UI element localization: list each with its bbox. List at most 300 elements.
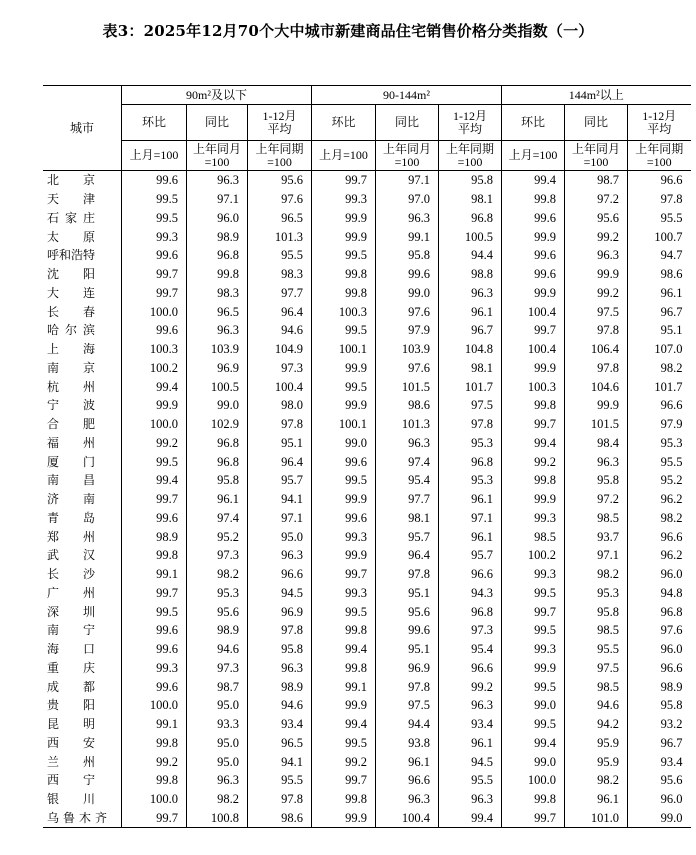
value-large-yoy: 97.5 — [565, 659, 628, 678]
value-large-mom: 99.2 — [502, 452, 565, 471]
yoy-base-line2: =100 — [204, 154, 230, 169]
value-small-mom: 100.3 — [122, 340, 187, 359]
value-large-mom: 99.9 — [502, 284, 565, 303]
city-name: 长春 — [47, 304, 96, 319]
value-large-yoy: 94.2 — [565, 715, 628, 734]
value-large-yoy: 99.2 — [565, 227, 628, 246]
value-small-ytd: 96.3 — [248, 659, 312, 678]
table-row — [43, 809, 691, 828]
value-small-ytd: 96.9 — [248, 602, 312, 621]
value-medium-ytd: 93.4 — [439, 715, 502, 734]
value-large-ytd: 97.8 — [628, 190, 691, 209]
value-small-mom: 99.7 — [122, 584, 187, 603]
value-small-ytd: 95.8 — [248, 640, 312, 659]
value-medium-mom: 99.8 — [312, 284, 376, 303]
value-medium-mom: 99.8 — [312, 265, 376, 284]
value-medium-mom: 99.9 — [312, 396, 376, 415]
value-small-yoy: 97.4 — [187, 509, 248, 528]
table-row — [43, 715, 691, 734]
value-large-yoy: 97.2 — [565, 490, 628, 509]
value-small-yoy: 95.3 — [187, 584, 248, 603]
value-large-ytd: 95.6 — [628, 771, 691, 790]
value-small-mom: 99.5 — [122, 602, 187, 621]
ytd-base-line1: 上年同期 — [255, 141, 304, 156]
table-row — [43, 527, 691, 546]
value-medium-yoy: 97.1 — [376, 171, 439, 190]
value-large-mom: 99.0 — [502, 696, 565, 715]
value-medium-yoy: 99.1 — [376, 227, 439, 246]
value-large-ytd: 95.5 — [628, 209, 691, 228]
ytd-base-line2: =100 — [267, 154, 292, 169]
value-medium-ytd: 96.1 — [439, 490, 502, 509]
value-medium-ytd: 97.1 — [439, 509, 502, 528]
value-small-ytd: 98.3 — [248, 265, 312, 284]
value-large-ytd: 96.6 — [628, 171, 691, 190]
yoy-base — [565, 141, 628, 171]
value-medium-ytd: 98.8 — [439, 265, 502, 284]
value-large-mom: 99.7 — [502, 809, 565, 828]
value-small-mom: 99.2 — [122, 752, 187, 771]
value-medium-ytd: 95.3 — [439, 434, 502, 453]
ytd-base-line1: 上年同期 — [635, 141, 684, 156]
table-row — [43, 509, 691, 528]
value-large-mom: 99.7 — [502, 321, 565, 340]
value-large-mom: 99.7 — [502, 415, 565, 434]
value-medium-ytd: 97.3 — [439, 621, 502, 640]
ytd-header — [628, 105, 691, 141]
yoy-header: 同比 — [565, 105, 628, 141]
value-large-mom: 99.6 — [502, 246, 565, 265]
value-small-yoy: 98.7 — [187, 677, 248, 696]
value-small-yoy: 96.1 — [187, 490, 248, 509]
value-medium-yoy: 97.7 — [376, 490, 439, 509]
value-small-mom: 100.0 — [122, 302, 187, 321]
ytd-header — [439, 105, 502, 141]
value-large-yoy: 99.2 — [565, 284, 628, 303]
value-large-mom: 99.8 — [502, 396, 565, 415]
value-small-yoy: 95.0 — [187, 734, 248, 753]
value-medium-ytd: 99.2 — [439, 677, 502, 696]
value-medium-yoy: 96.6 — [376, 771, 439, 790]
table-row — [43, 209, 691, 228]
value-large-ytd: 96.8 — [628, 602, 691, 621]
value-large-yoy: 97.2 — [565, 190, 628, 209]
value-medium-mom: 99.9 — [312, 696, 376, 715]
value-small-yoy: 98.2 — [187, 790, 248, 809]
value-large-yoy: 101.0 — [565, 809, 628, 828]
value-medium-yoy: 95.8 — [376, 246, 439, 265]
table-row — [43, 490, 691, 509]
value-medium-ytd: 96.3 — [439, 696, 502, 715]
value-small-ytd: 94.1 — [248, 490, 312, 509]
value-medium-mom: 99.3 — [312, 584, 376, 603]
value-small-yoy: 94.6 — [187, 640, 248, 659]
value-large-mom: 99.5 — [502, 584, 565, 603]
value-small-mom: 99.5 — [122, 190, 187, 209]
value-medium-yoy: 95.7 — [376, 527, 439, 546]
table-row — [43, 377, 691, 396]
ytd-base-line1: 上年同期 — [446, 141, 495, 156]
value-small-ytd: 96.3 — [248, 546, 312, 565]
value-small-ytd: 97.3 — [248, 359, 312, 378]
value-medium-ytd: 94.5 — [439, 752, 502, 771]
value-medium-ytd: 101.7 — [439, 377, 502, 396]
value-medium-mom: 99.9 — [312, 546, 376, 565]
yoy-base — [187, 141, 248, 171]
table-row — [43, 565, 691, 584]
value-medium-ytd: 98.1 — [439, 190, 502, 209]
value-medium-ytd: 96.7 — [439, 321, 502, 340]
value-small-yoy: 100.5 — [187, 377, 248, 396]
ytd-header-line1: 1-12月 — [642, 108, 677, 123]
value-small-yoy: 93.3 — [187, 715, 248, 734]
value-medium-mom: 99.4 — [312, 640, 376, 659]
value-large-ytd: 98.6 — [628, 265, 691, 284]
value-medium-yoy: 97.6 — [376, 302, 439, 321]
value-large-ytd: 95.1 — [628, 321, 691, 340]
city-name: 青岛 — [47, 510, 96, 525]
value-medium-yoy: 101.5 — [376, 377, 439, 396]
value-small-ytd: 97.8 — [248, 621, 312, 640]
table-row — [43, 546, 691, 565]
value-medium-mom: 99.9 — [312, 209, 376, 228]
value-medium-yoy: 97.5 — [376, 696, 439, 715]
value-large-ytd: 95.3 — [628, 434, 691, 453]
value-small-yoy: 97.3 — [187, 659, 248, 678]
value-medium-mom: 99.4 — [312, 715, 376, 734]
value-small-mom: 99.8 — [122, 771, 187, 790]
table-row — [43, 790, 691, 809]
value-large-ytd: 93.4 — [628, 752, 691, 771]
table-row — [43, 752, 691, 771]
value-small-ytd: 95.1 — [248, 434, 312, 453]
value-medium-ytd: 97.5 — [439, 396, 502, 415]
value-medium-ytd: 99.4 — [439, 809, 502, 828]
value-large-yoy: 95.8 — [565, 602, 628, 621]
ytd-header-line1: 1-12月 — [453, 108, 488, 123]
value-large-mom: 99.6 — [502, 265, 565, 284]
value-medium-yoy: 95.1 — [376, 640, 439, 659]
value-small-mom: 99.6 — [122, 171, 187, 190]
value-large-yoy: 96.3 — [565, 452, 628, 471]
table-row — [43, 734, 691, 753]
value-small-mom: 99.6 — [122, 321, 187, 340]
city-name: 深圳 — [47, 604, 96, 619]
group-header-small: 90m²及以下 — [122, 86, 312, 105]
city-name: 沈阳 — [47, 267, 96, 282]
value-medium-mom: 99.9 — [312, 490, 376, 509]
value-medium-yoy: 96.4 — [376, 546, 439, 565]
mom-base: 上月=100 — [122, 141, 187, 171]
table-row — [43, 227, 691, 246]
value-medium-yoy: 97.8 — [376, 565, 439, 584]
value-small-ytd: 94.6 — [248, 321, 312, 340]
value-small-yoy: 100.8 — [187, 809, 248, 828]
city-column-header: 城市 — [43, 86, 122, 171]
value-medium-ytd: 96.3 — [439, 284, 502, 303]
value-medium-mom: 99.7 — [312, 171, 376, 190]
yoy-base-line2: =100 — [394, 154, 420, 169]
value-small-ytd: 96.5 — [248, 734, 312, 753]
value-medium-mom: 99.7 — [312, 771, 376, 790]
value-large-yoy: 97.5 — [565, 302, 628, 321]
table-row — [43, 284, 691, 303]
value-large-yoy: 95.5 — [565, 640, 628, 659]
table-row — [43, 771, 691, 790]
city-name: 合肥 — [47, 417, 96, 432]
value-large-yoy: 98.5 — [565, 509, 628, 528]
value-medium-yoy: 97.4 — [376, 452, 439, 471]
value-small-mom: 99.8 — [122, 546, 187, 565]
value-small-ytd: 96.4 — [248, 452, 312, 471]
value-medium-yoy: 95.6 — [376, 602, 439, 621]
value-large-ytd: 96.1 — [628, 284, 691, 303]
value-large-yoy: 98.4 — [565, 434, 628, 453]
value-large-mom: 100.4 — [502, 302, 565, 321]
value-medium-yoy: 95.1 — [376, 584, 439, 603]
value-large-yoy: 101.5 — [565, 415, 628, 434]
value-large-mom: 99.3 — [502, 509, 565, 528]
value-medium-mom: 100.1 — [312, 340, 376, 359]
value-medium-ytd: 95.3 — [439, 471, 502, 490]
value-medium-yoy: 95.4 — [376, 471, 439, 490]
value-small-ytd: 94.6 — [248, 696, 312, 715]
value-large-ytd: 96.7 — [628, 302, 691, 321]
city-name: 乌鲁木齐 — [43, 809, 122, 828]
mom-header: 环比 — [122, 105, 187, 141]
value-medium-mom: 99.9 — [312, 227, 376, 246]
value-small-mom: 99.4 — [122, 377, 187, 396]
value-medium-ytd: 96.8 — [439, 452, 502, 471]
value-large-ytd: 93.2 — [628, 715, 691, 734]
value-large-ytd: 96.2 — [628, 546, 691, 565]
value-large-yoy: 95.9 — [565, 752, 628, 771]
value-large-ytd: 100.7 — [628, 227, 691, 246]
value-medium-mom: 99.5 — [312, 602, 376, 621]
value-large-yoy: 94.6 — [565, 696, 628, 715]
value-large-mom: 100.2 — [502, 546, 565, 565]
value-small-ytd: 98.9 — [248, 677, 312, 696]
value-medium-yoy: 98.1 — [376, 509, 439, 528]
value-small-yoy: 99.8 — [187, 265, 248, 284]
value-medium-ytd: 96.8 — [439, 602, 502, 621]
table-row — [43, 640, 691, 659]
value-medium-yoy: 97.0 — [376, 190, 439, 209]
value-large-ytd: 94.7 — [628, 246, 691, 265]
value-large-yoy: 104.6 — [565, 377, 628, 396]
value-large-mom: 99.5 — [502, 621, 565, 640]
value-small-yoy: 96.8 — [187, 246, 248, 265]
value-small-mom: 99.2 — [122, 434, 187, 453]
value-large-ytd: 97.9 — [628, 415, 691, 434]
value-large-yoy: 106.4 — [565, 340, 628, 359]
yoy-header: 同比 — [187, 105, 248, 141]
city-name: 太原 — [47, 229, 96, 244]
city-name: 宁波 — [47, 398, 96, 413]
value-medium-yoy: 99.6 — [376, 621, 439, 640]
table-row — [43, 415, 691, 434]
table-row — [43, 340, 691, 359]
table-row — [43, 696, 691, 715]
city-name: 上海 — [47, 342, 96, 357]
value-medium-ytd: 94.4 — [439, 246, 502, 265]
value-small-yoy: 96.9 — [187, 359, 248, 378]
value-small-ytd: 94.5 — [248, 584, 312, 603]
value-large-yoy: 93.7 — [565, 527, 628, 546]
value-large-yoy: 98.2 — [565, 771, 628, 790]
value-small-yoy: 95.0 — [187, 696, 248, 715]
value-large-yoy: 98.7 — [565, 171, 628, 190]
value-small-mom: 100.0 — [122, 415, 187, 434]
value-large-ytd: 99.0 — [628, 809, 691, 828]
ytd-header-line2: 平均 — [267, 121, 292, 136]
value-medium-ytd: 96.6 — [439, 659, 502, 678]
table-row — [43, 321, 691, 340]
value-large-mom: 99.4 — [502, 171, 565, 190]
table-row — [43, 452, 691, 471]
table-row — [43, 602, 691, 621]
value-small-yoy: 98.2 — [187, 565, 248, 584]
value-large-mom: 99.5 — [502, 677, 565, 696]
city-name: 成都 — [47, 679, 96, 694]
value-medium-ytd: 95.8 — [439, 171, 502, 190]
value-large-ytd: 96.6 — [628, 396, 691, 415]
value-small-ytd: 97.8 — [248, 790, 312, 809]
city-name: 济南 — [47, 492, 96, 507]
city-name: 北京 — [47, 173, 96, 188]
table-header — [43, 86, 691, 171]
value-medium-mom: 99.3 — [312, 190, 376, 209]
value-small-mom: 100.0 — [122, 790, 187, 809]
table-row — [43, 265, 691, 284]
value-medium-mom: 99.7 — [312, 565, 376, 584]
value-large-mom: 99.8 — [502, 471, 565, 490]
value-medium-yoy: 94.4 — [376, 715, 439, 734]
value-large-ytd: 98.2 — [628, 509, 691, 528]
value-small-yoy: 103.9 — [187, 340, 248, 359]
value-small-ytd: 100.4 — [248, 377, 312, 396]
yoy-base-line1: 上年同月 — [193, 141, 242, 156]
value-large-mom: 99.8 — [502, 190, 565, 209]
value-small-yoy: 98.9 — [187, 621, 248, 640]
value-small-ytd: 97.1 — [248, 509, 312, 528]
group-header-medium: 90-144m² — [312, 86, 502, 105]
table-row — [43, 677, 691, 696]
value-medium-ytd: 100.5 — [439, 227, 502, 246]
yoy-base-line1: 上年同月 — [383, 141, 432, 156]
value-small-mom: 99.6 — [122, 246, 187, 265]
value-small-ytd: 97.7 — [248, 284, 312, 303]
value-large-mom: 100.3 — [502, 377, 565, 396]
value-medium-mom: 100.1 — [312, 415, 376, 434]
value-small-mom: 100.0 — [122, 696, 187, 715]
city-name: 石家庄 — [47, 210, 96, 225]
value-small-ytd: 94.1 — [248, 752, 312, 771]
value-medium-ytd: 96.3 — [439, 790, 502, 809]
value-medium-ytd: 95.5 — [439, 771, 502, 790]
value-large-ytd: 96.6 — [628, 659, 691, 678]
value-small-yoy: 99.0 — [187, 396, 248, 415]
value-large-yoy: 97.8 — [565, 321, 628, 340]
value-small-yoy: 95.6 — [187, 602, 248, 621]
value-small-yoy: 96.8 — [187, 452, 248, 471]
value-small-yoy: 98.3 — [187, 284, 248, 303]
value-medium-yoy: 103.9 — [376, 340, 439, 359]
value-small-mom: 99.3 — [122, 227, 187, 246]
value-large-ytd: 96.0 — [628, 565, 691, 584]
value-small-mom: 99.7 — [122, 265, 187, 284]
ytd-header-line2: 平均 — [458, 121, 483, 136]
value-medium-ytd: 96.6 — [439, 565, 502, 584]
value-small-yoy: 96.8 — [187, 434, 248, 453]
value-medium-mom: 100.3 — [312, 302, 376, 321]
value-large-ytd: 95.2 — [628, 471, 691, 490]
value-medium-mom: 99.1 — [312, 677, 376, 696]
yoy-header: 同比 — [376, 105, 439, 141]
value-medium-mom: 99.5 — [312, 734, 376, 753]
value-small-ytd: 95.6 — [248, 171, 312, 190]
city-name: 银川 — [47, 792, 96, 807]
city-name: 郑州 — [47, 529, 96, 544]
ytd-base-line2: =100 — [646, 154, 672, 169]
value-medium-yoy: 99.0 — [376, 284, 439, 303]
value-medium-yoy: 96.3 — [376, 790, 439, 809]
value-medium-mom: 99.9 — [312, 359, 376, 378]
city-name: 南昌 — [47, 473, 96, 488]
city-name: 天津 — [47, 192, 96, 207]
value-medium-ytd: 95.7 — [439, 546, 502, 565]
value-medium-yoy: 99.6 — [376, 265, 439, 284]
value-large-ytd: 98.9 — [628, 677, 691, 696]
value-medium-yoy: 100.4 — [376, 809, 439, 828]
value-small-mom: 99.7 — [122, 809, 187, 828]
value-medium-ytd: 97.8 — [439, 415, 502, 434]
value-large-ytd: 95.8 — [628, 696, 691, 715]
value-small-ytd: 104.9 — [248, 340, 312, 359]
value-small-ytd: 95.5 — [248, 246, 312, 265]
table-row — [43, 659, 691, 678]
table-row — [43, 246, 691, 265]
value-medium-mom: 99.5 — [312, 471, 376, 490]
value-large-mom: 100.4 — [502, 340, 565, 359]
value-large-yoy: 98.5 — [565, 621, 628, 640]
value-small-mom: 99.5 — [122, 209, 187, 228]
value-medium-mom: 99.8 — [312, 621, 376, 640]
value-small-yoy: 96.3 — [187, 771, 248, 790]
value-small-mom: 99.7 — [122, 490, 187, 509]
ytd-base — [248, 141, 312, 171]
value-medium-ytd: 96.1 — [439, 527, 502, 546]
value-small-yoy: 97.1 — [187, 190, 248, 209]
city-name: 西宁 — [47, 773, 96, 788]
value-small-mom: 99.7 — [122, 284, 187, 303]
value-small-yoy: 98.9 — [187, 227, 248, 246]
value-small-yoy: 95.0 — [187, 752, 248, 771]
value-small-ytd: 97.6 — [248, 190, 312, 209]
value-small-yoy: 95.8 — [187, 471, 248, 490]
value-large-mom: 99.0 — [502, 752, 565, 771]
value-small-mom: 98.9 — [122, 527, 187, 546]
value-large-mom: 99.3 — [502, 640, 565, 659]
table-row — [43, 434, 691, 453]
value-medium-mom: 99.2 — [312, 752, 376, 771]
mom-base: 上月=100 — [502, 141, 565, 171]
ytd-base — [439, 141, 502, 171]
value-medium-ytd: 104.8 — [439, 340, 502, 359]
value-medium-ytd: 96.8 — [439, 209, 502, 228]
city-name: 厦门 — [47, 454, 96, 469]
value-large-yoy: 95.6 — [565, 209, 628, 228]
